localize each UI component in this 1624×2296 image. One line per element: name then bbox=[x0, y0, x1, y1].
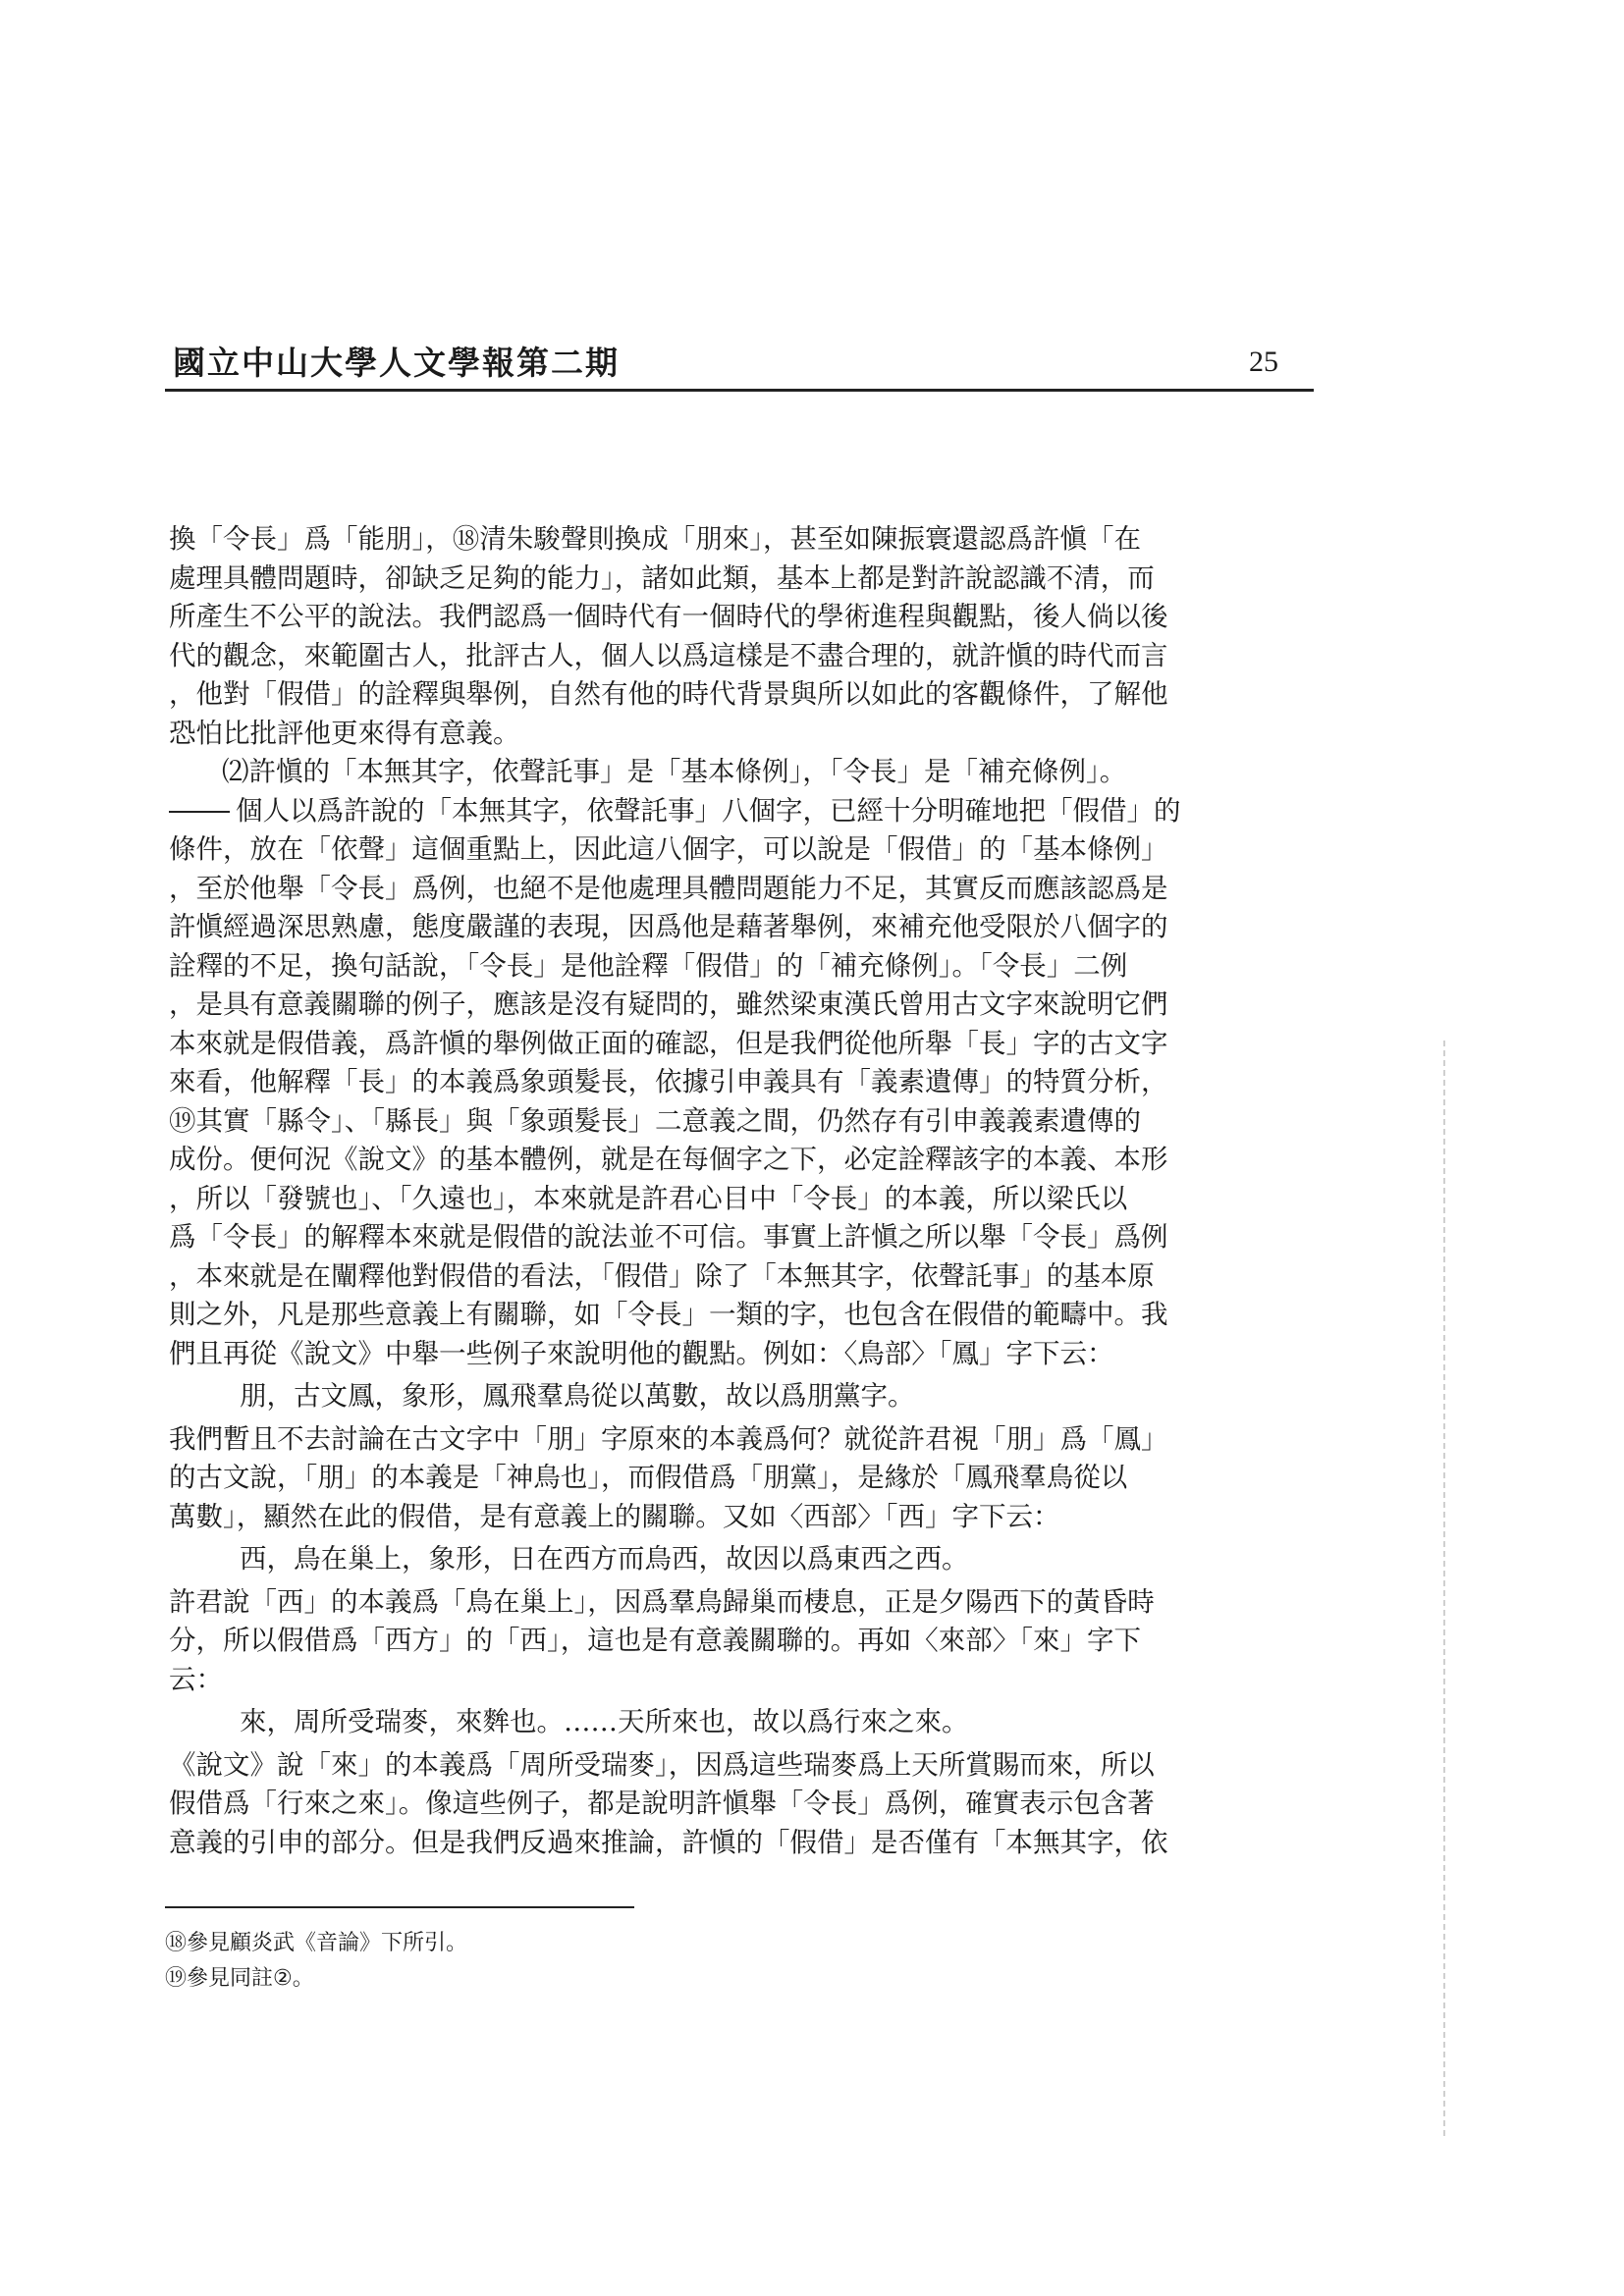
text-line: 的古文說，「朋」的本義是「神鳥也」，而假借爲「朋黨」，是緣於「鳳飛羣鳥從以 bbox=[169, 1462, 1128, 1493]
footnotes bbox=[165, 1926, 1049, 1997]
text-line: ⑲其實「縣令」、「縣長」與「象頭髮長」二意義之間，仍然存有引申義義素遺傳的 bbox=[169, 1104, 1141, 1137]
text-line: 們且再從《說文》中舉一些例子來說明他的觀點。例如：〈鳥部〉「鳳」字下云： bbox=[169, 1337, 1114, 1369]
header-rule bbox=[165, 389, 1314, 392]
text-line: 則之外，凡是那些意義上有關聯，如「令長」一類的字，也包含在假借的範疇中。我 bbox=[169, 1299, 1168, 1330]
journal-title: 國立中山大學人文學報第二期 bbox=[173, 344, 620, 382]
text-line: 成份。便何況《說文》的基本體例，就是在每個字之下，必定詮釋該字的本義、本形 bbox=[169, 1144, 1168, 1175]
text-line: 云： bbox=[169, 1663, 223, 1695]
text-line: ，本來就是在闡釋他對假借的看法，「假借」除了「本無其字，依聲託事」的基本原 bbox=[169, 1259, 1155, 1292]
text-line: 代的觀念，來範圍古人，批評古人，個人以爲這樣是不盡合理的，就許愼的時代而言 bbox=[169, 639, 1168, 671]
em-dash-rule bbox=[169, 811, 230, 813]
text-line: 爲「令長」的解釋本來就是假借的說法並不可信。事實上許愼之所以舉「令長」爲例 bbox=[169, 1221, 1168, 1253]
text-line bbox=[169, 792, 1249, 831]
text-line: 假借爲「行來之來」。像這些例子，都是說明許愼舉「令長」爲例，確實表示包含著 bbox=[169, 1788, 1155, 1819]
text-line-content: 個人以爲許說的「本無其字，依聲託事」八個字，已經十分明確地把「假借」的 bbox=[236, 794, 1181, 827]
section-heading: ⑵許愼的「本無其字，依聲託事」是「基本條例」，「令長」是「補充條例」。 bbox=[222, 756, 1127, 787]
running-header bbox=[165, 332, 1314, 391]
block-quote: 來，周所受瑞麥，來麰也。……天所來也，故以爲行來之來。 bbox=[240, 1706, 969, 1737]
text-line: 萬數」，顯然在此的假借，是有意義上的關聯。又如〈西部〉「西」字下云： bbox=[169, 1500, 1060, 1532]
text-line: 詮釋的不足，換句話說，「令長」是他詮釋「假借」的「補充條例」。「令長」二例 bbox=[169, 949, 1128, 982]
block-quote: 西，鳥在巢上，象形，日在西方而鳥西，故因以爲東西之西。 bbox=[240, 1543, 969, 1575]
footnote-18: ⑱參見顧炎武《音論》下所引。 bbox=[165, 1931, 468, 1955]
text-line: 許君說「西」的本義爲「鳥在巢上」，因爲羣鳥歸巢而棲息，正是夕陽西下的黃昏時 bbox=[169, 1585, 1155, 1618]
text-line: 換「令長」爲「能朋」，⑱清朱駿聲則換成「朋來」，甚至如陳振寰還認爲許愼「在 bbox=[169, 523, 1141, 555]
text-line: 我們暫且不去討論在古文字中「朋」字原來的本義爲何？就從許君視「朋」爲「鳳」 bbox=[169, 1422, 1168, 1455]
text-line: 分，所以假借爲「西方」的「西」，這也是有意義關聯的。再如〈來部〉「來」字下 bbox=[169, 1625, 1141, 1656]
text-line: 條件，放在「依聲」這個重點上，因此這八個字，可以說是「假借」的「基本條例」 bbox=[169, 833, 1168, 865]
text-line: 本來就是假借義，爲許愼的舉例做正面的確認，但是我們從他所舉「長」字的古文字 bbox=[169, 1027, 1168, 1059]
footnote-rule bbox=[165, 1906, 634, 1908]
text-line: 處理具體問題時，卻缺乏足夠的能力」，諸如此類，基本上都是對許說認識不清，而 bbox=[169, 561, 1155, 594]
text-line: 恐怕比批評他更來得有意義。 bbox=[169, 717, 520, 749]
text-line: 意義的引申的部分。但是我們反過來推論，許愼的「假借」是否僅有「本無其字，依 bbox=[169, 1826, 1168, 1858]
text-line: ，至於他舉「令長」爲例，也絕不是他處理具體問題能力不足，其實反而應該認爲是 bbox=[169, 872, 1168, 904]
text-line: 許愼經過深思熟慮，態度嚴謹的表現，因爲他是藉著舉例，來補充他受限於八個字的 bbox=[169, 911, 1168, 942]
text-line: ，是具有意義關聯的例子，應該是沒有疑問的，雖然梁東漢氏曾用古文字來說明它們 bbox=[169, 988, 1168, 1020]
text-line: ，所以「發號也」、「久遠也」，本來就是許君心目中「令長」的本義，所以梁氏以 bbox=[169, 1182, 1128, 1214]
text-line: 來看，他解釋「長」的本義爲象頭髮長，依據引申義具有「義素遺傳」的特質分析， bbox=[169, 1066, 1168, 1097]
scan-edge-artifact bbox=[1443, 1041, 1445, 2140]
block-quote: 朋，古文鳳，象形，鳳飛羣鳥從以萬數，故以爲朋黨字。 bbox=[240, 1380, 915, 1412]
text-line: 所產生不公平的說法。我們認爲一個時代有一個時代的學術進程與觀點，後人倘以後 bbox=[169, 601, 1168, 632]
text-line: ，他對「假借」的詮釋與舉例，自然有他的時代背景與所以如此的客觀條件，了解他 bbox=[169, 678, 1168, 710]
page-number: 25 bbox=[1249, 346, 1278, 378]
body-text bbox=[169, 520, 1249, 1862]
text-line: 《說文》說「來」的本義爲「周所受瑞麥」，因爲這些瑞麥爲上天所賞賜而來，所以 bbox=[169, 1748, 1155, 1781]
footnote-19: ⑲參見同註②。 bbox=[165, 1966, 314, 1991]
